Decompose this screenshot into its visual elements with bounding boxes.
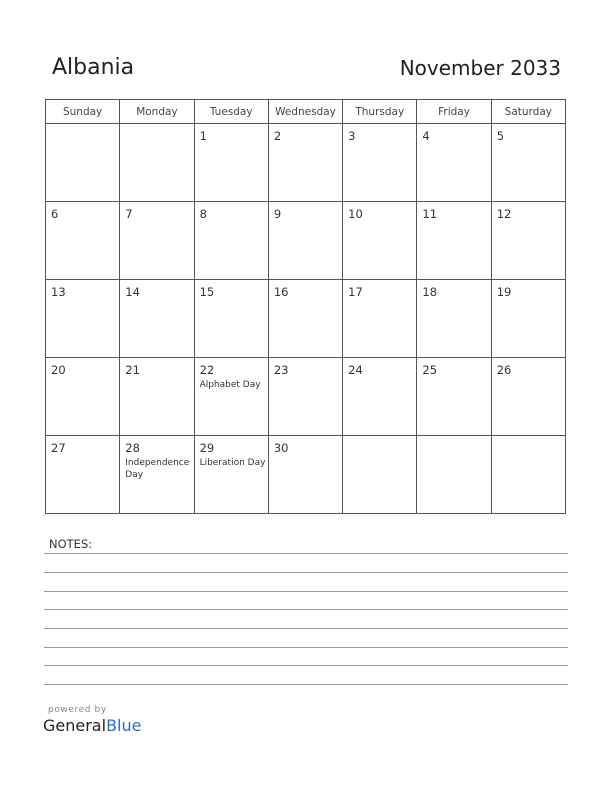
day-number: 11	[422, 207, 438, 221]
day-cell	[268, 280, 342, 358]
day-cell	[343, 280, 417, 358]
day-number: 29	[199, 441, 215, 455]
day-number: 9	[273, 207, 282, 221]
notes-line	[44, 572, 568, 573]
day-cell	[268, 124, 342, 202]
day-cell	[417, 124, 491, 202]
day-number: 5	[496, 129, 505, 143]
day-cell	[417, 280, 491, 358]
day-number: 14	[125, 285, 140, 299]
day-number: 28	[125, 441, 140, 455]
day-number: 30	[273, 441, 289, 455]
month-year-title: November 2033	[399, 56, 561, 80]
day-cell	[46, 358, 120, 436]
day-cell	[491, 358, 565, 436]
day-number: 19	[496, 285, 512, 299]
day-number: 12	[496, 207, 512, 221]
day-cell	[120, 280, 194, 358]
day-cell	[46, 202, 120, 280]
notes-line	[44, 665, 568, 666]
day-cell	[343, 124, 417, 202]
weekday-thursday: Thursday	[343, 100, 417, 124]
day-cell	[491, 280, 565, 358]
notes-line	[44, 609, 568, 610]
notes-line	[44, 591, 568, 592]
day-cell	[343, 202, 417, 280]
day-number: 26	[496, 363, 512, 377]
holiday-label: Liberation Day	[199, 458, 266, 468]
day-number: 15	[199, 285, 215, 299]
brand-name-accent: Blue	[106, 716, 142, 735]
day-cell	[491, 124, 565, 202]
day-cell	[343, 436, 417, 514]
day-cell	[417, 202, 491, 280]
day-cell	[491, 436, 565, 514]
day-number: 16	[273, 285, 289, 299]
day-number: 27	[51, 441, 66, 455]
week-row	[46, 124, 566, 202]
day-number: 10	[348, 207, 363, 221]
day-cell	[343, 358, 417, 436]
day-number: 7	[125, 207, 133, 221]
calendar-grid	[45, 99, 566, 514]
day-number: 18	[422, 285, 438, 299]
week-row	[46, 436, 566, 514]
day-cell	[194, 436, 268, 514]
day-number: 13	[51, 285, 66, 299]
week-row	[46, 202, 566, 280]
day-number: 2	[273, 129, 282, 143]
day-number: 4	[422, 129, 430, 143]
day-cell	[194, 280, 268, 358]
day-cell	[417, 436, 491, 514]
day-number: 1	[199, 129, 207, 143]
day-number: 8	[199, 207, 207, 221]
notes-line	[44, 684, 568, 685]
day-cell	[268, 436, 342, 514]
country-title: Albania	[52, 55, 135, 80]
day-cell	[268, 202, 342, 280]
day-cell	[46, 436, 120, 514]
day-number: 6	[51, 207, 59, 221]
day-cell	[194, 358, 268, 436]
notes-line	[44, 647, 568, 648]
day-cell	[491, 202, 565, 280]
day-cell	[268, 358, 342, 436]
weekday-sunday: Sunday	[46, 100, 120, 124]
weekday-tuesday: Tuesday	[194, 100, 268, 124]
day-cell	[120, 358, 194, 436]
notes-line	[44, 553, 568, 554]
brand-logo	[43, 716, 141, 735]
day-number: 25	[422, 363, 438, 377]
day-number: 20	[51, 363, 66, 377]
week-row	[46, 358, 566, 436]
day-number: 23	[273, 363, 289, 377]
holiday-label: Alphabet Day	[199, 380, 261, 390]
brand-name-main: General	[43, 716, 107, 735]
day-number: 17	[348, 285, 363, 299]
day-cell	[194, 202, 268, 280]
holiday-label: Independence Day	[125, 458, 190, 480]
day-cell	[120, 124, 194, 202]
notes-line	[44, 628, 568, 629]
day-number: 3	[348, 129, 356, 143]
week-row	[46, 280, 566, 358]
weekday-saturday: Saturday	[491, 100, 565, 124]
notes-label: NOTES:	[49, 537, 93, 551]
weekday-wednesday: Wednesday	[268, 100, 342, 124]
day-cell	[46, 124, 120, 202]
day-number: 24	[348, 363, 363, 377]
day-cell	[417, 358, 491, 436]
day-number: 21	[125, 363, 140, 377]
day-cell	[46, 280, 120, 358]
weekday-friday: Friday	[417, 100, 491, 124]
day-cell	[120, 436, 194, 514]
day-cell	[120, 202, 194, 280]
day-number: 22	[199, 363, 215, 377]
day-cell	[194, 124, 268, 202]
weekday-header-row	[46, 100, 566, 124]
weekday-monday: Monday	[120, 100, 194, 124]
powered-by-text: powered by	[48, 705, 107, 715]
